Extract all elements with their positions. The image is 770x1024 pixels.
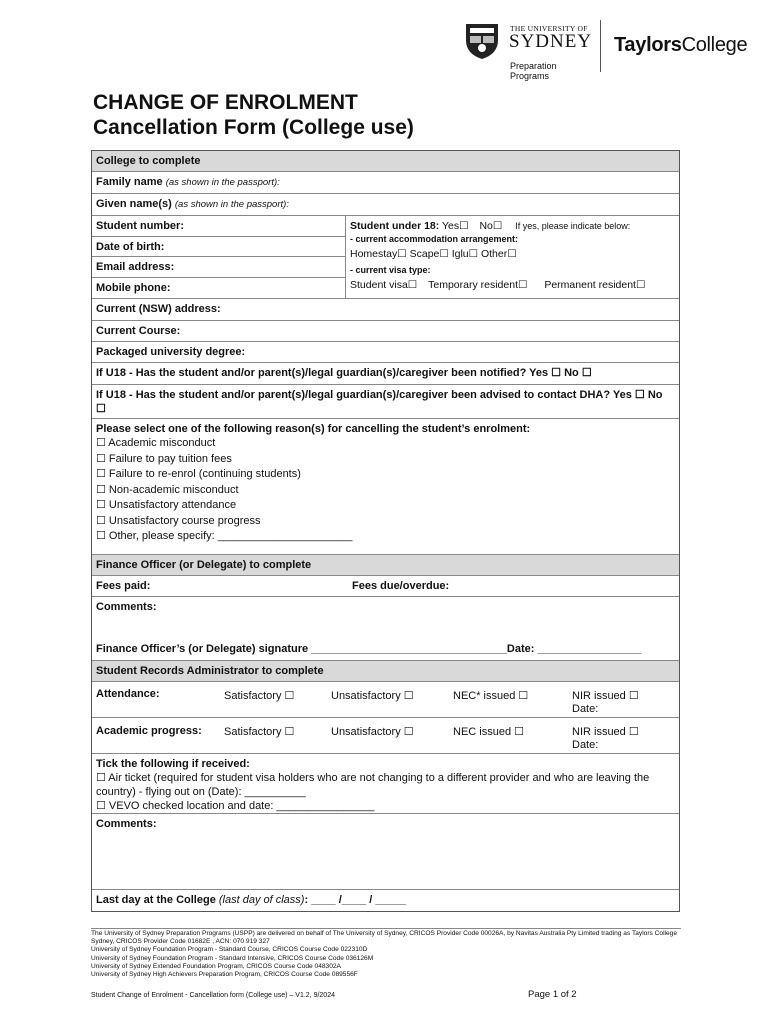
visa-student-checkbox[interactable]: Student visa☐: [350, 279, 418, 291]
document-id: Student Change of Enrolment - Cancellation form (College use) – V1.2, 9/2024: [91, 992, 335, 999]
student-details-block: [92, 216, 679, 299]
mobile-field[interactable]: Mobile phone:: [96, 281, 171, 294]
family-name-field[interactable]: Family name (as shown in the passport):: [92, 172, 679, 194]
fees-row: [92, 576, 679, 597]
attendance-satisfactory-checkbox[interactable]: Satisfactory ☐: [224, 690, 295, 702]
section-finance: Finance Officer (or Delegate) to complete: [92, 555, 679, 576]
page-title: CHANGE OF ENROLMENT Cancellation Form (College use): [93, 91, 414, 139]
email-field[interactable]: Email address:: [92, 257, 345, 278]
cancellation-reasons: Please select one of the following reason(s) for cancelling the student’s enrolment: ☐ Academic misconduct ☐ Failure to pay tuition fees ☐ Failure to re-enrol (continuing students) ☐ Non-academic misconduct ☐ Unsatisfactory attendance ☐ Unsatisfactory course progress ☐ Other, please specify: ______________________: [92, 419, 679, 555]
legal-footer: The University of Sydney Preparation Programs (USPP) are delivered on behalf of The University of Sydney, CRICOS Provider Code 00026A, by Navitas Australia Pty Limited trading as Taylors College Sydney, CRICOS Provider Code 01682E , ACN: 070 919 327 University of Sydney Foundation Program - Standard Course, CRICOS Course Code 022310D University of Sydney Foundation Program - Standard Intensive, CRICOS Course Code 036126M University of Sydney Extended Foundation Program, CRICOS Course Code 048302A University of Sydney High Achievers Preparation Program, CRICOS Course Code 089556F: [91, 928, 681, 979]
university-crest-icon: [462, 20, 502, 60]
cancellation-form: [91, 150, 680, 912]
accommodation-options[interactable]: Homestay☐ Scape☐ Iglu☐ Other☐: [350, 248, 517, 260]
address-field[interactable]: Current (NSW) address:: [92, 299, 679, 321]
page-header: [0, 0, 770, 90]
taylors-college-logo: TaylorsCollege: [614, 34, 748, 56]
fees-due-field[interactable]: Fees due/overdue:: [352, 580, 450, 592]
under18-block: Student under 18: Yes☐ No☐ If yes, please indicate below: - current accommodation arrangement: Homestay☐ Scape☐ Iglu☐ Other☐ - current visa type: Student visa☐ Temporary resident☐ Permanent resident☐: [346, 216, 679, 298]
attendance-nec-checkbox[interactable]: NEC* issued ☐: [453, 690, 529, 702]
visa-permanent-checkbox[interactable]: Permanent resident☐: [544, 279, 646, 291]
attendance-nir-checkbox[interactable]: NIR issued ☐: [572, 690, 639, 702]
tick-received-block: Tick the following if received: ☐ Air ticket (required for student visa holders who are not changing to a different provider and who are leaving the country) - flying out on (Date): __________ ☐ VEVO checked location and date: ________________: [92, 754, 679, 814]
air-ticket-checkbox[interactable]: ☐ Air ticket (required for student visa holders who are not changing to a different provider and who are leaving the country) - flying out on (Date): __________: [96, 772, 650, 798]
visa-temporary-checkbox[interactable]: Temporary resident☐: [428, 279, 528, 291]
attendance-unsatisfactory-checkbox[interactable]: Unsatisfactory ☐: [331, 690, 414, 702]
vevo-checkbox[interactable]: ☐ VEVO checked location and date: ________________: [96, 800, 375, 812]
reason-item[interactable]: ☐ Unsatisfactory attendance: [96, 499, 237, 511]
under18-no-checkbox[interactable]: No☐: [479, 220, 503, 232]
logo-divider: [600, 20, 601, 72]
reason-item[interactable]: ☐ Academic misconduct: [96, 437, 216, 449]
usyd-logo-small: THE UNIVERSITY OF: [510, 24, 588, 33]
u18-dha-question[interactable]: If U18 - Has the student and/or parent(s)/legal guardian(s)/caregiver been advised to contact DHA? Yes ☐ No ☐: [92, 385, 679, 419]
reason-item[interactable]: ☐ Failure to re-enrol (continuing students): [96, 468, 301, 480]
student-number-field[interactable]: Student number:: [92, 216, 345, 237]
academic-progress-row: Academic progress: Satisfactory ☐ Unsatisfactory ☐ NEC issued ☐ NIR issued ☐ Date:: [92, 718, 679, 754]
attendance-row: Attendance: Satisfactory ☐ Unsatisfactory ☐ NEC* issued ☐ NIR issued ☐ Date:: [92, 682, 679, 718]
reason-item[interactable]: ☐ Non-academic misconduct: [96, 483, 239, 496]
section-records: Student Records Administrator to complete: [92, 661, 679, 682]
course-field[interactable]: Current Course:: [92, 321, 679, 342]
reason-item[interactable]: ☐ Failure to pay tuition fees: [96, 452, 232, 465]
u18-notified-question[interactable]: If U18 - Has the student and/or parent(s)/legal guardian(s)/caregiver been notified? Yes ☐ No ☐: [92, 363, 679, 385]
finance-comments-field[interactable]: Comments: Finance Officer’s (or Delegate) signature ________________________________Date: _________________: [92, 597, 679, 661]
academic-satisfactory-checkbox[interactable]: Satisfactory ☐: [224, 726, 295, 738]
finance-signature-line[interactable]: Finance Officer’s (or Delegate) signature ________________________________Date: _________________: [96, 643, 642, 655]
records-comments-field[interactable]: Comments:: [92, 814, 679, 890]
usyd-logo-name: SYDNEY: [509, 31, 593, 52]
dob-field[interactable]: Date of birth:: [92, 237, 345, 258]
packaged-degree-field[interactable]: Packaged university degree:: [92, 342, 679, 363]
section-college: College to complete: [92, 151, 679, 172]
usyd-prep-label: Preparation Programs: [510, 61, 557, 81]
academic-unsatisfactory-checkbox[interactable]: Unsatisfactory ☐: [331, 726, 414, 738]
last-day-field[interactable]: Last day at the College (last day of class): ____ /____ / _____: [96, 894, 406, 906]
academic-nir-checkbox[interactable]: NIR issued ☐: [572, 726, 639, 738]
reason-item[interactable]: ☐ Unsatisfactory course progress: [96, 514, 261, 527]
page-number: Page 1 of 2: [528, 989, 577, 1000]
academic-nec-checkbox[interactable]: NEC issued ☐: [453, 726, 524, 738]
given-name-field[interactable]: Given name(s) (as shown in the passport):: [92, 194, 679, 216]
reason-item[interactable]: ☐ Other, please specify: ______________________: [96, 530, 353, 542]
under18-yes-checkbox[interactable]: Yes☐: [442, 220, 469, 232]
fees-paid-field[interactable]: Fees paid:: [96, 580, 151, 592]
